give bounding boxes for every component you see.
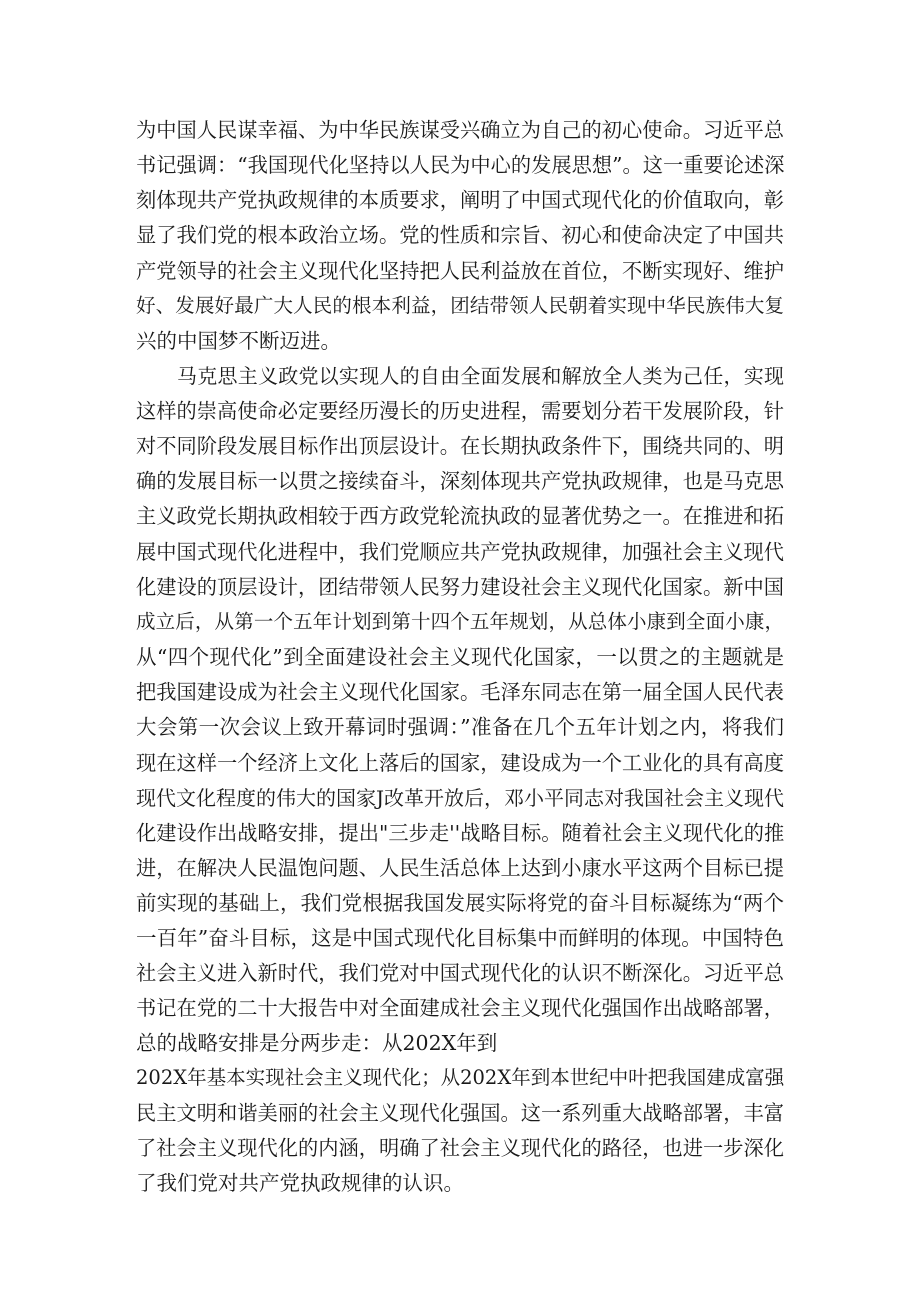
text-line: 为中国人民谋幸福、为中华民族谋受兴确立为自己的初心使命。习近平总 (136, 118, 785, 142)
text-line: 化建设作出战略安排，提出"三步走''战略目标。随着社会主义现代化的推 (136, 821, 785, 845)
text-line: 202X年基本实现社会主义现代化；从202X年到本世纪中叶把我国建成富强 (136, 1066, 785, 1089)
text-line: 成立后，从第一个五年计划到第十四个五年规划，从总体小康到全面小康， (136, 610, 784, 633)
text-line: 这样的崇高使命必定要经历漫长的历史进程，需要划分若干发展阶段，针 (136, 399, 785, 423)
text-line: 现在这样一个经济上文化上落后的国家，建设成为一个工业化的具有高度 (136, 751, 785, 775)
text-line: 总的战略安排是分两步走：从202X年到 (136, 1031, 498, 1055)
text-line: 民主文明和谐美丽的社会主义现代化强国。这一系列重大战略部署，丰富 (136, 1101, 785, 1125)
text-line: 一百年”奋斗目标，这是中国式现代化目标集中而鲜明的体现。中国特色 (136, 926, 784, 950)
text-line: 展中国式现代化进程中，我们党顺应共产党执政规律，加强社会主义现代 (136, 540, 785, 564)
text-line: 了我们党对共产党执政规律的认识。 (136, 1171, 464, 1195)
text-line: 化建设的顶层设计，团结带领人民努力建设社会主义现代化国家。新中国 (136, 575, 785, 599)
text-line: 从“四个现代化”到全面建设社会主义现代化国家，一以贯之的主题就是 (136, 645, 784, 669)
text-line: 书记在党的二十大报告中对全面建成社会主义现代化强国作出战略部署， (136, 996, 785, 1020)
text-line: 了社会主义现代化的内涵，明确了社会主义现代化的路径，也进一步深化 (136, 1136, 785, 1160)
text-line: 社会主义进入新时代，我们党对中国式现代化的认识不断深化。习近平总 (136, 961, 785, 985)
text-line: 现代文化程度的伟大的国家J改革开放后，邓小平同志对我国社会主义现代 (136, 786, 785, 810)
text-line: 好、发展好最广大人民的根本利益，团结带领人民朝着实现中华民族伟大复 (136, 294, 784, 317)
text-line: 进，在解决人民温饱问题、人民生活总体上达到小康水平这两个目标已提 (136, 856, 785, 880)
text-line: 显了我们党的根本政治立场。党的性质和宗旨、初心和使命决定了中国共 (136, 223, 785, 247)
text-line: 刻体现共产党执政规律的本质要求，阐明了中国式现代化的价值取向，彰 (136, 188, 785, 212)
text-line: 前实现的基础上，我们党根据我国发展实际将党的奋斗目标凝练为“两个 (136, 891, 784, 915)
text-line: 主义政党长期执政相较于西方政党轮流执政的显著优势之一。在推进和拓 (136, 504, 785, 528)
text-line: 大会第一次会议上致开幕词时强调：”准备在几个五年计划之内，将我们 (136, 715, 784, 739)
text-line: 对不同阶段发展目标作出顶层设计。在长期执政条件下，围绕共同的、明 (136, 434, 785, 458)
text-line: 确的发展目标一以贯之接续奋斗，深刻体现共产党执政规律，也是马克思 (136, 469, 785, 493)
text-line: 书记强调：“我国现代化坚持以人民为中心的发展思想”。这一重要论述深 (136, 153, 785, 177)
text-line: 产党领导的社会主义现代化坚持把人民利益放在首位，不断实现好、维护 (136, 259, 785, 283)
text-line: 把我国建设成为社会主义现代化国家。毛泽东同志在第一届全国人民代表 (136, 680, 785, 704)
text-line: 兴的中国梦不断迈进。 (136, 329, 341, 353)
paragraph-first-line: 马克思主义政党以实现人的自由全面发展和解放全人类为己任，实现 (177, 364, 784, 388)
